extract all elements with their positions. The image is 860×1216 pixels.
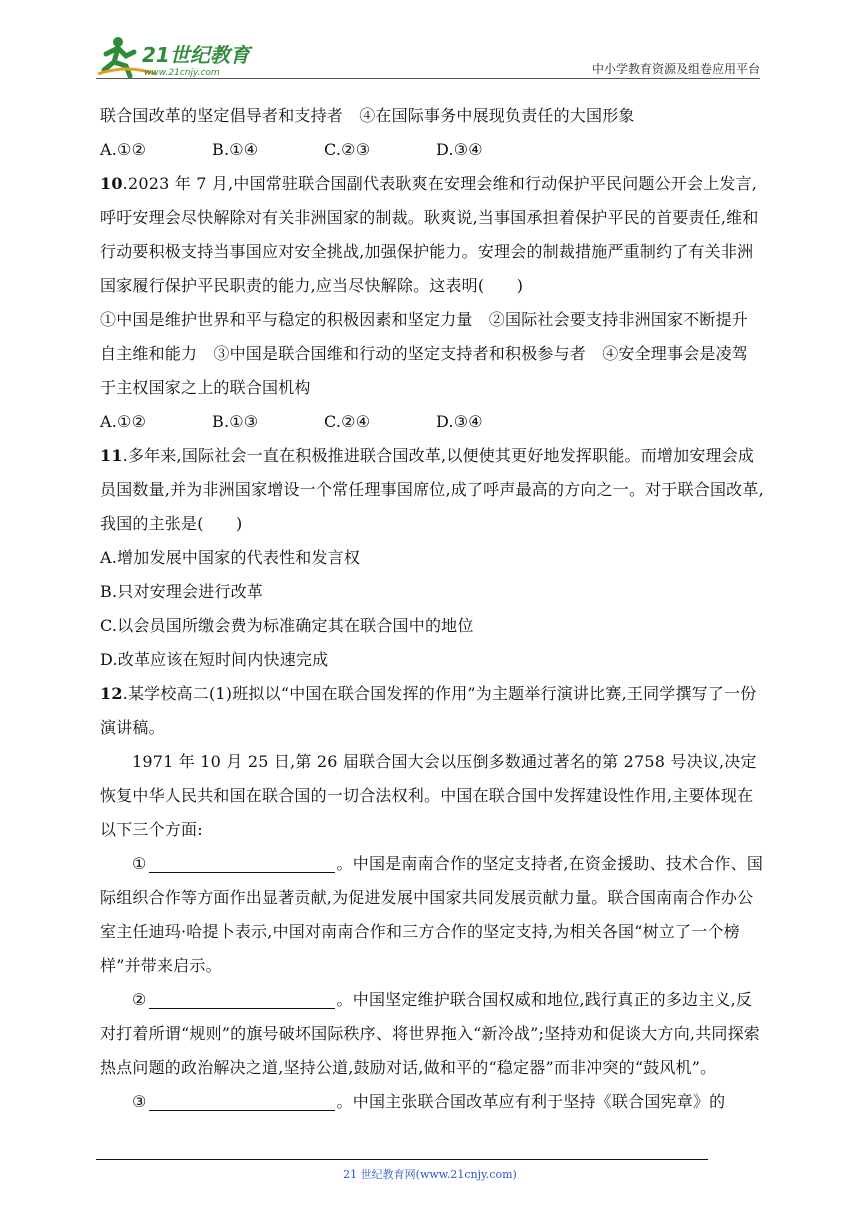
q9-options xyxy=(100,133,764,167)
q9-option-c: C.②③ xyxy=(324,140,371,159)
footer-link[interactable]: 21 世纪教育网(www.21cnjy.com) xyxy=(343,1168,517,1181)
q9-option-d: D.③④ xyxy=(436,140,483,159)
q9-continuation: 联合国改革的坚定倡导者和支持者 ④在国际事务中展现负责任的大国形象 xyxy=(100,106,635,125)
q12-blank-2[interactable] xyxy=(149,988,335,1009)
q11-option-b: B.只对安理会进行改革 xyxy=(100,582,264,601)
q10-number: 10 xyxy=(100,174,123,193)
q12-blank-1[interactable] xyxy=(149,852,335,873)
q11-number: 11 xyxy=(100,446,123,465)
q10-options xyxy=(100,405,764,439)
q10-text: .2023 年 7 月,中国常驻联合国副代表耿爽在安理会维和行动保护平民问题公开会上发言,呼吁安理会尽快解除对有关非洲国家的制裁。耿爽说,当事国承担着保护平民的首要责任,维和行动要积极支持当事国应对安全挑战,加强保护能力。安理会的制裁措施严重制约了有关非洲国家履行保护平民职责的能力,应当尽快解除。这表明( ) xyxy=(100,174,759,295)
document-body xyxy=(100,99,764,1119)
q11-option-c: C.以会员国所缴会费为标准确定其在联合国中的地位 xyxy=(100,616,474,635)
page-header xyxy=(96,30,760,80)
header-platform-name: 中小学教育资源及组卷应用平台 xyxy=(591,62,760,76)
q12-item-3-mark: ③ xyxy=(132,1092,147,1111)
q12-item-2-text: 。中国坚定维护联合国权威和地位,践行真正的多边主义,反对打着所谓“规则”的旗号破坏国际秩序、将世界拖入“新冷战”;坚持劝和促谈大方向,共同探索热点问题的政治解决之道,坚持公道,鼓励对话,做和平的“稳定器”而非冲突的“鼓风机”。 xyxy=(100,990,760,1077)
q10-option-c: C.②④ xyxy=(324,412,371,431)
q11-stem xyxy=(100,439,764,541)
q12-item-1-mark: ① xyxy=(132,854,147,873)
logo-text: 21世纪教育 xyxy=(142,43,250,67)
q12-number: 12 xyxy=(100,684,123,703)
q10-statements: ①中国是维护世界和平与稳定的积极因素和坚定力量 ②国际社会要支持非洲国家不断提升自主维和能力 ③中国是联合国维和行动的坚定支持者和积极参与者 ④安全理事会是凌驾于主权国家之上的联合国机构 xyxy=(100,310,749,397)
q10-option-d: D.③④ xyxy=(436,412,483,431)
q9-option-a: A.①② xyxy=(100,140,147,159)
q11-option-d: D.改革应该在短时间内快速完成 xyxy=(100,650,329,669)
q12-blank-3[interactable] xyxy=(149,1090,335,1111)
q12-item-2 xyxy=(100,983,764,1085)
q12-item-3-text: 。中国主张联合国改革应有利于坚持《联合国宪章》的 xyxy=(336,1092,726,1111)
q9-option-b: B.①④ xyxy=(212,140,259,159)
q12-text: .某学校高二(1)班拟以“中国在联合国发挥的作用”为主题举行演讲比赛,王同学撰写了一份演讲稿。 xyxy=(100,684,757,737)
q12-stem xyxy=(100,677,764,745)
q11-text: .多年来,国际社会一直在积极推进联合国改革,以便使其更好地发挥职能。而增加安理会成员国数量,并为非洲国家增设一个常任理事国席位,成了呼声最高的方向之一。对于联合国改革,我国的主张是( ) xyxy=(100,446,764,533)
q12-item-1-text: 。中国是南南合作的坚定支持者,在资金援助、技术合作、国际组织合作等方面作出显著贡献,为促进发展中国家共同发展贡献力量。联合国南南合作办公室主任迪玛·哈提卜表示,中国对南南合作和三方合作的坚定支持,为相关各国“树立了一个榜样”并带来启示。 xyxy=(100,854,764,975)
q10-stem xyxy=(100,167,764,303)
header-divider xyxy=(96,78,760,79)
footer-divider xyxy=(96,1159,708,1160)
q12-item-3 xyxy=(100,1085,764,1119)
q12-paragraph-1: 1971 年 10 月 25 日,第 26 届联合国大会以压倒多数通过著名的第 2758 号决议,决定恢复中华人民共和国在联合国的一切合法权利。中国在联合国中发挥建设性作用,主要体现在以下三个方面: xyxy=(100,752,757,839)
q10-option-b: B.①③ xyxy=(212,412,259,431)
q11-option-a: A.增加发展中国家的代表性和发言权 xyxy=(100,548,361,567)
q10-option-a: A.①② xyxy=(100,412,147,431)
q12-item-1 xyxy=(100,847,764,983)
q12-item-2-mark: ② xyxy=(132,990,147,1009)
logo-icon xyxy=(96,34,266,78)
logo-url: www.21cnjy.com xyxy=(144,68,220,78)
